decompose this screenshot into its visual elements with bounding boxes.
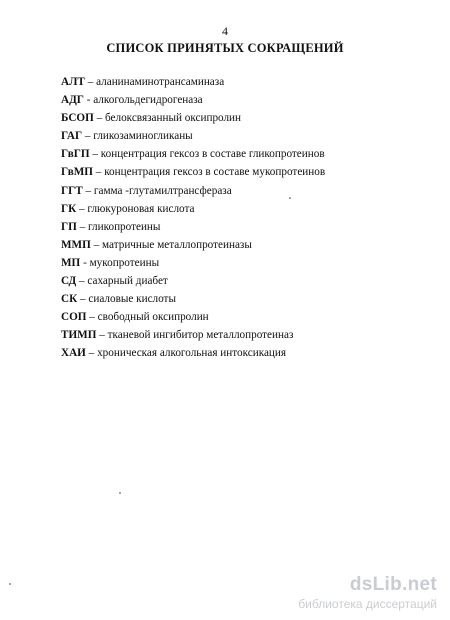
abbreviation-definition: хроническая алкогольная интоксикация bbox=[97, 347, 287, 360]
abbreviation-separator: – bbox=[76, 202, 88, 215]
abbreviation-term: БСОП bbox=[61, 112, 94, 125]
abbreviation-item bbox=[61, 326, 431, 344]
abbreviation-separator: – bbox=[93, 166, 105, 179]
abbreviation-separator: - bbox=[83, 94, 94, 107]
scan-speck bbox=[9, 583, 11, 585]
abbreviation-item bbox=[61, 91, 431, 109]
abbreviation-separator: – bbox=[85, 347, 98, 360]
abbreviation-term: ГвМП bbox=[61, 166, 93, 179]
scan-speck bbox=[289, 197, 291, 199]
abbreviation-item bbox=[61, 308, 431, 326]
page-number: 4 bbox=[222, 24, 228, 38]
abbreviation-term: АДГ bbox=[61, 94, 84, 107]
abbreviation-item bbox=[61, 290, 431, 308]
abbreviation-term: СК bbox=[61, 293, 78, 306]
abbreviation-separator: – bbox=[89, 148, 101, 161]
abbreviation-separator: – bbox=[96, 329, 108, 342]
abbreviation-separator: – bbox=[84, 76, 97, 88]
abbreviation-term: СОП bbox=[61, 311, 87, 324]
abbreviation-definition: свободный оксипролин bbox=[97, 311, 209, 324]
abbreviation-item bbox=[61, 344, 431, 362]
abbreviation-separator: – bbox=[82, 184, 94, 197]
watermark-subtitle: библиотека диссертаций bbox=[298, 597, 437, 611]
abbreviation-definition: концентрация гексоз в составе гликопротеинов bbox=[100, 148, 325, 161]
abbreviation-term: ГК bbox=[61, 202, 77, 215]
scan-speck bbox=[119, 492, 121, 494]
abbreviation-item bbox=[61, 200, 431, 218]
abbreviation-separator: – bbox=[82, 130, 94, 143]
abbreviation-definition: гамма -глутамилтрансфераза bbox=[93, 184, 232, 197]
abbreviation-separator: – bbox=[76, 275, 88, 288]
abbreviation-separator: - bbox=[80, 256, 90, 269]
abbreviation-term: СД bbox=[61, 275, 77, 288]
abbreviation-term: ХАИ bbox=[61, 347, 86, 360]
abbreviation-item bbox=[61, 218, 431, 236]
abbreviation-definition: матричные металлопротеиназы bbox=[102, 238, 252, 251]
abbreviation-item bbox=[61, 109, 431, 127]
abbreviation-definition: глюкуроновая кислота bbox=[87, 202, 195, 215]
abbreviation-item bbox=[61, 145, 431, 163]
watermark-logo: dsLib.net bbox=[349, 574, 437, 595]
abbreviation-definition: аланинаминотрансаминаза bbox=[96, 76, 225, 88]
abbreviation-definition: тканевой ингибитор металлопротеиназ bbox=[107, 329, 294, 342]
abbreviation-definition: мукопротеины bbox=[89, 256, 160, 269]
abbreviation-separator: – bbox=[93, 112, 105, 125]
abbreviation-item bbox=[61, 73, 431, 91]
abbreviation-definition: алкогольдегидрогеназа bbox=[93, 94, 203, 107]
abbreviation-item bbox=[61, 163, 431, 181]
abbreviation-term: АЛТ bbox=[61, 76, 85, 88]
page-title: СПИСОК ПРИНЯТЫХ СОКРАЩЕНИЙ bbox=[106, 41, 344, 55]
abbreviation-term: ГАГ bbox=[61, 130, 83, 143]
abbreviation-term: ММП bbox=[61, 238, 91, 251]
abbreviation-definition: сахарный диабет bbox=[87, 275, 168, 288]
abbreviation-separator: – bbox=[77, 293, 89, 306]
abbreviation-item bbox=[61, 182, 431, 200]
abbreviation-term: ГГТ bbox=[61, 184, 83, 197]
abbreviation-term: МП bbox=[61, 256, 81, 269]
abbreviation-item bbox=[61, 254, 431, 272]
abbreviation-term: ТИМП bbox=[61, 329, 97, 342]
abbreviation-separator: – bbox=[76, 220, 89, 233]
abbreviation-definition: гликопротеины bbox=[88, 220, 161, 233]
abbreviation-separator: – bbox=[90, 238, 103, 251]
abbreviation-definition: концентрация гексоз в составе мукопротеинов bbox=[104, 166, 326, 179]
abbreviation-list bbox=[61, 73, 431, 363]
abbreviation-item bbox=[61, 236, 431, 254]
abbreviation-definition: сиаловые кислоты bbox=[88, 293, 176, 306]
abbreviation-item bbox=[61, 272, 431, 290]
abbreviation-definition: белоксвязанный оксипролин bbox=[105, 112, 242, 125]
abbreviation-item bbox=[61, 127, 431, 145]
abbreviation-separator: – bbox=[86, 311, 98, 324]
abbreviation-term: ГвГП bbox=[61, 148, 90, 161]
abbreviation-term: ГП bbox=[61, 220, 77, 233]
abbreviation-definition: гликозаминогликаны bbox=[93, 130, 193, 143]
